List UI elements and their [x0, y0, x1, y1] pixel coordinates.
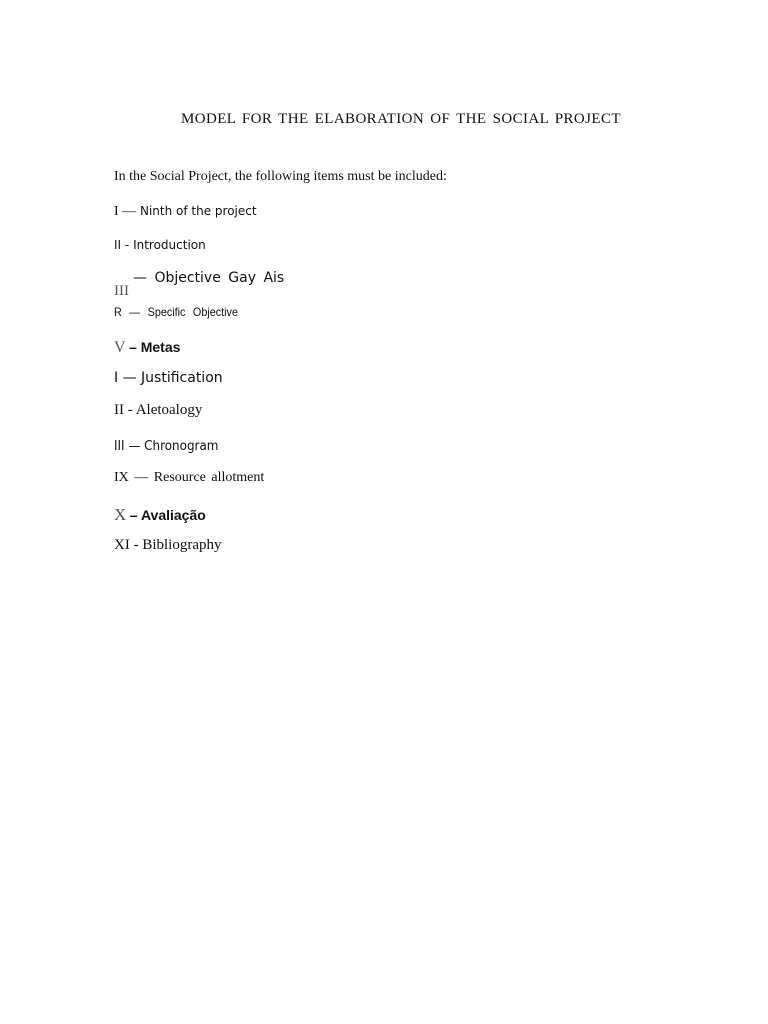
list-item-9	[114, 470, 264, 486]
document-title: MODEL FOR THE ELABORATION OF THE SOCIAL PROJECT	[181, 111, 621, 127]
list-item-6	[114, 370, 223, 386]
list-item-8	[114, 439, 218, 454]
item-number: X	[114, 505, 127, 524]
item-text: Ninth of the project	[140, 204, 257, 218]
item-text: – Avaliação	[129, 507, 206, 523]
item-text: Bibliography	[142, 537, 222, 553]
list-item-4	[114, 305, 238, 319]
item-number: II -	[114, 238, 130, 252]
item-number: V	[114, 339, 126, 356]
item-number: XI -	[114, 537, 139, 553]
list-item-2	[114, 238, 206, 252]
item-number: I —	[114, 204, 137, 219]
item-text: — Objective Gay Ais	[133, 270, 285, 286]
item-text: Justification	[141, 370, 223, 386]
item-number: III	[114, 283, 129, 299]
item-number: III —	[114, 439, 141, 454]
item-number: R —	[114, 305, 141, 319]
item-text: Resource allotment	[153, 470, 265, 485]
item-text: Chronogram	[144, 439, 219, 454]
list-item-5	[114, 339, 180, 357]
item-number: I —	[114, 370, 137, 386]
list-item-10	[114, 505, 206, 525]
list-item-1	[114, 204, 257, 220]
item-number: II -	[114, 402, 133, 418]
list-item-7	[114, 402, 202, 419]
item-text: Introduction	[133, 238, 206, 252]
list-item-11	[114, 537, 222, 554]
intro-text: In the Social Project, the following items must be included:	[114, 169, 447, 184]
item-text: Specific Objective	[147, 305, 238, 319]
item-text: Aletoalogy	[135, 402, 203, 418]
item-text: – Metas	[129, 339, 181, 355]
item-number: IX —	[114, 470, 149, 485]
